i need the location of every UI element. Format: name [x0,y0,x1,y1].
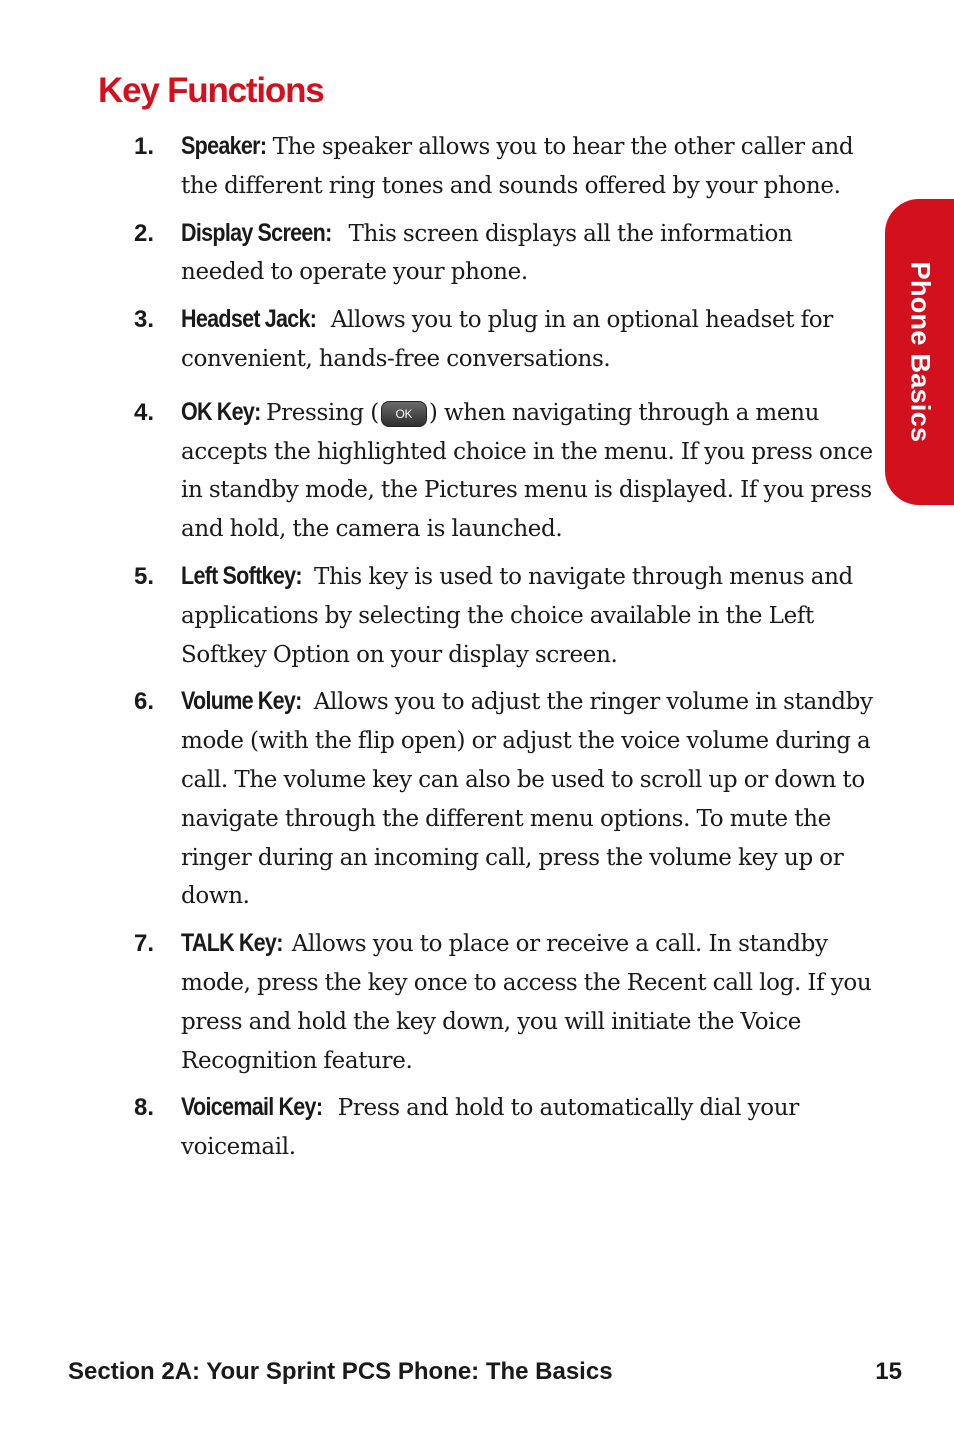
item-text: This screen displays all the information needed to operate your phone. [181,220,793,286]
list-item-headset-jack [134,300,874,379]
item-text: This key is used to navigate through menus and applications by selecting the choice available in the Left Softkey Option on your display screen. [181,563,853,668]
item-number: 4. [134,398,155,426]
item-body [181,924,874,1080]
ok-key-icon: OK [381,401,427,427]
item-number: 5. [134,562,155,590]
item-text: Allows you to place or receive a call. In standby mode, press the key once to access the Recent call log. If you press and hold the key down, you will initiate the Voice Recognition feature. [181,931,872,1074]
item-number: 2. [134,219,155,247]
list-item-volume-key [134,682,874,916]
section-side-tab [885,199,954,505]
item-number: 7. [134,930,155,958]
item-body [181,300,874,379]
item-term: TALK Key: [181,929,283,958]
item-text: The speaker allows you to hear the other caller and the different ring tones and sounds offered by your phone. [181,134,854,199]
item-term: Headset Jack: [181,305,317,334]
list-item-talk-key [134,924,874,1080]
page-title: Key Functions [98,71,324,110]
item-body [181,1088,874,1167]
item-number: 1. [134,133,155,160]
item-text: Allows you to adjust the ringer volume in standby mode (with the flip open) or adjust the voice volume during a call. The volume key can also be used to scroll up or down to navigate through the different menu options. To mute the ringer during an incoming call, press the volume key up or down. [181,689,873,910]
item-text-before: Pressing ( [259,399,379,426]
footer-section-title: Section 2A: Your Sprint PCS Phone: The Basics [68,1358,613,1385]
item-term: Voicemail Key: [181,1093,323,1122]
item-number: 6. [134,688,155,716]
item-term: OK Key: [181,397,261,426]
item-term: Left Softkey: [181,561,302,590]
key-functions-list [134,127,874,1175]
item-text-after: ) when navigating through a menu accepts the highlighted choice in the menu. If you press once in standby mode, the Pictures menu is displayed. If you press and hold, the camera is launched. [181,399,873,543]
list-item-ok-key [134,393,874,549]
item-text: Allows you to plug in an optional headset for convenient, hands-free conversations. [181,307,833,372]
list-item-speaker [134,127,874,206]
item-term: Display Screen: [181,218,332,247]
item-number: 3. [134,306,155,334]
item-body [181,682,874,916]
item-number: 8. [134,1094,155,1122]
list-item-left-softkey [134,557,874,674]
list-item-display-screen [134,214,874,293]
item-body [181,214,874,293]
item-body [181,557,874,674]
item-body [181,393,874,549]
side-tab-label: Phone Basics [905,261,935,443]
page-footer [68,1356,902,1388]
item-term: Speaker: [181,132,267,160]
item-term: Volume Key: [181,687,302,716]
item-text: Press and hold to automatically dial your voicemail. [181,1095,799,1161]
page-number: 15 [875,1358,902,1385]
list-item-voicemail-key [134,1088,874,1167]
item-body [181,127,874,206]
